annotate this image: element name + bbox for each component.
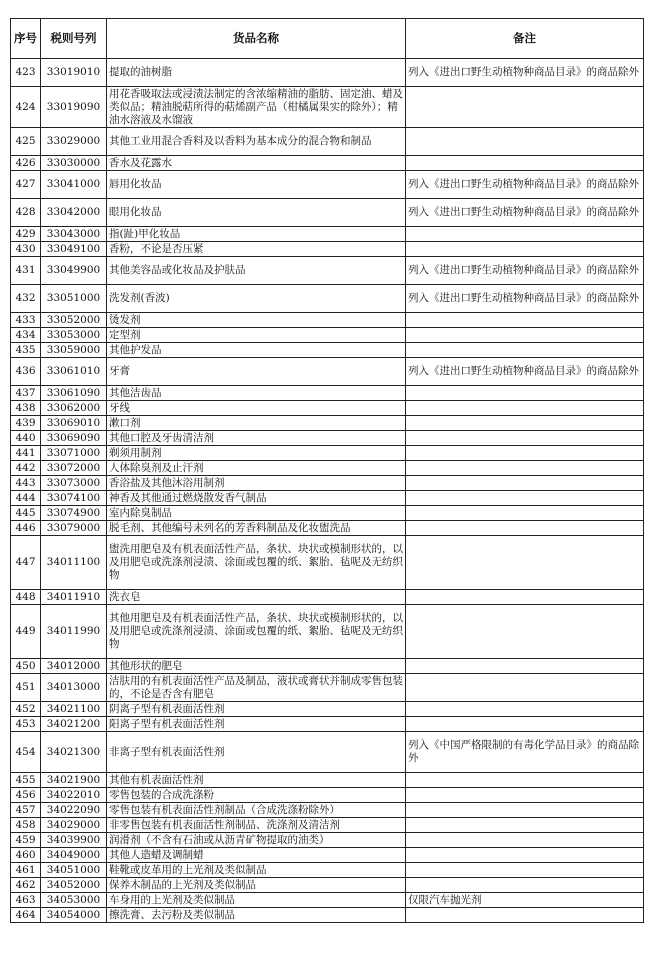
remarks-cell [406, 674, 644, 702]
goods-name-cell: 擦洗膏、去污粉及类似制品 [107, 908, 406, 923]
remarks-cell [406, 416, 644, 431]
tariff-code-cell: 33051000 [41, 285, 107, 313]
goods-name-cell: 其他用肥皂及有机表面活性产品，条状、块状或模制形状的，以及用肥皂或洗涤剂浸渍、涂面或包覆的纸、絮胎、毡呢及无纺织物 [107, 605, 406, 659]
serial-number-cell: 459 [11, 833, 41, 848]
table-row [11, 848, 644, 863]
goods-name-cell: 洗衣皂 [107, 590, 406, 605]
goods-name-cell: 牙膏 [107, 358, 406, 386]
tariff-code-cell: 33049900 [41, 257, 107, 285]
table-row [11, 358, 644, 386]
serial-number-cell: 451 [11, 674, 41, 702]
table-row [11, 491, 644, 506]
serial-number-cell: 457 [11, 803, 41, 818]
serial-number-cell: 445 [11, 506, 41, 521]
goods-name-cell: 其他口腔及牙齿清洁剂 [107, 431, 406, 446]
table-row [11, 674, 644, 702]
table-row [11, 506, 644, 521]
tariff-code-cell: 33049100 [41, 242, 107, 257]
table-row [11, 227, 644, 242]
serial-number-cell: 461 [11, 863, 41, 878]
serial-number-cell: 458 [11, 818, 41, 833]
goods-name-cell: 眼用化妆品 [107, 199, 406, 227]
table-header-row [11, 19, 644, 59]
tariff-code-cell: 34052000 [41, 878, 107, 893]
remarks-cell [406, 328, 644, 343]
goods-name-cell: 其他工业用混合香料及以香料为基本成分的混合物和制品 [107, 128, 406, 156]
remarks-cell: 列入《进出口野生动植物种商品目录》的商品除外 [406, 285, 644, 313]
goods-name-cell: 其他有机表面活性剂 [107, 773, 406, 788]
serial-number-cell: 450 [11, 659, 41, 674]
remarks-cell [406, 446, 644, 461]
tariff-code-cell: 33074900 [41, 506, 107, 521]
serial-number-cell: 447 [11, 536, 41, 590]
remarks-cell [406, 702, 644, 717]
table-row [11, 386, 644, 401]
serial-number-cell: 462 [11, 878, 41, 893]
goods-name-cell: 洗发剂(香波) [107, 285, 406, 313]
table-row [11, 416, 644, 431]
tariff-code-cell: 34021300 [41, 732, 107, 773]
goods-name-cell: 剃须用制剂 [107, 446, 406, 461]
tariff-code-cell: 33042000 [41, 199, 107, 227]
header-tariff-code: 税则号列 [41, 19, 107, 59]
goods-name-cell: 鞋靴或皮革用的上光剂及类似制品 [107, 863, 406, 878]
table-row [11, 818, 644, 833]
serial-number-cell: 427 [11, 171, 41, 199]
remarks-cell [406, 833, 644, 848]
remarks-cell [406, 605, 644, 659]
tariff-code-cell: 33061010 [41, 358, 107, 386]
serial-number-cell: 442 [11, 461, 41, 476]
serial-number-cell: 444 [11, 491, 41, 506]
serial-number-cell: 455 [11, 773, 41, 788]
remarks-cell: 列入《进出口野生动植物种商品目录》的商品除外 [406, 59, 644, 87]
table-row [11, 788, 644, 803]
goods-name-cell: 室内除臭制品 [107, 506, 406, 521]
regulation-table-page [10, 18, 643, 923]
goods-name-cell: 唇用化妆品 [107, 171, 406, 199]
goods-name-cell: 人体除臭剂及止汗剂 [107, 461, 406, 476]
remarks-cell: 列入《进出口野生动植物种商品目录》的商品除外 [406, 358, 644, 386]
table-row [11, 908, 644, 923]
table-row [11, 878, 644, 893]
serial-number-cell: 436 [11, 358, 41, 386]
tariff-code-cell: 34012000 [41, 659, 107, 674]
table-row [11, 328, 644, 343]
serial-number-cell: 460 [11, 848, 41, 863]
tariff-code-cell: 34049000 [41, 848, 107, 863]
serial-number-cell: 441 [11, 446, 41, 461]
remarks-cell [406, 818, 644, 833]
table-row [11, 59, 644, 87]
table-row [11, 732, 644, 773]
table-row [11, 476, 644, 491]
table-row [11, 285, 644, 313]
remarks-cell [406, 431, 644, 446]
tariff-code-cell: 33041000 [41, 171, 107, 199]
goods-name-cell: 其他人造蜡及调制蜡 [107, 848, 406, 863]
remarks-cell [406, 659, 644, 674]
tariff-code-cell: 34021100 [41, 702, 107, 717]
goods-name-cell: 指(趾)甲化妆品 [107, 227, 406, 242]
serial-number-cell: 437 [11, 386, 41, 401]
serial-number-cell: 424 [11, 87, 41, 128]
table-row [11, 446, 644, 461]
tariff-code-cell: 33053000 [41, 328, 107, 343]
serial-number-cell: 448 [11, 590, 41, 605]
goods-name-cell: 保养木制品的上光剂及类似制品 [107, 878, 406, 893]
tariff-code-cell: 34021200 [41, 717, 107, 732]
table-row [11, 803, 644, 818]
serial-number-cell: 432 [11, 285, 41, 313]
table-row [11, 87, 644, 128]
table-row [11, 128, 644, 156]
goods-name-cell: 定型剂 [107, 328, 406, 343]
serial-number-cell: 439 [11, 416, 41, 431]
remarks-cell: 仅限汽车抛光剂 [406, 893, 644, 908]
tariff-code-cell: 33019090 [41, 87, 107, 128]
tariff-code-cell: 34013000 [41, 674, 107, 702]
goods-name-cell: 烫发剂 [107, 313, 406, 328]
goods-name-cell: 香浴盐及其他沐浴用制剂 [107, 476, 406, 491]
serial-number-cell: 464 [11, 908, 41, 923]
remarks-cell [406, 87, 644, 128]
remarks-cell [406, 313, 644, 328]
remarks-cell: 列入《进出口野生动植物种商品目录》的商品除外 [406, 257, 644, 285]
tariff-code-cell: 34029000 [41, 818, 107, 833]
goods-name-cell: 洁肤用的有机表面活性产品及制品，液状或膏状并制成零售包装的，不论是否含有肥皂 [107, 674, 406, 702]
remarks-cell [406, 461, 644, 476]
serial-number-cell: 453 [11, 717, 41, 732]
table-row [11, 893, 644, 908]
goods-name-cell: 阳离子型有机表面活性剂 [107, 717, 406, 732]
goods-name-cell: 其他美容品或化妆品及护肤品 [107, 257, 406, 285]
table-row [11, 659, 644, 674]
serial-number-cell: 443 [11, 476, 41, 491]
goods-table [10, 18, 644, 923]
goods-name-cell: 润滑剂（不含有石油或从沥青矿物提取的油类） [107, 833, 406, 848]
table-row [11, 431, 644, 446]
serial-number-cell: 433 [11, 313, 41, 328]
tariff-code-cell: 33019010 [41, 59, 107, 87]
serial-number-cell: 423 [11, 59, 41, 87]
tariff-code-cell: 33030000 [41, 156, 107, 171]
serial-number-cell: 425 [11, 128, 41, 156]
remarks-cell [406, 717, 644, 732]
tariff-code-cell: 34022010 [41, 788, 107, 803]
serial-number-cell: 463 [11, 893, 41, 908]
goods-name-cell: 脱毛剂、其他编号未列名的芳香料制品及化妆盥洗品 [107, 521, 406, 536]
tariff-code-cell: 34011910 [41, 590, 107, 605]
tariff-code-cell: 34022090 [41, 803, 107, 818]
table-row [11, 257, 644, 285]
goods-name-cell: 盥洗用肥皂及有机表面活性产品，条状、块状或模制形状的，以及用肥皂或洗涤剂浸渍、涂面或包覆的纸、絮胎、毡呢及无纺织物 [107, 536, 406, 590]
remarks-cell [406, 590, 644, 605]
serial-number-cell: 452 [11, 702, 41, 717]
remarks-cell [406, 401, 644, 416]
serial-number-cell: 430 [11, 242, 41, 257]
header-remarks: 备注 [406, 19, 644, 59]
table-row [11, 590, 644, 605]
tariff-code-cell: 33059000 [41, 343, 107, 358]
goods-name-cell: 其他形状的肥皂 [107, 659, 406, 674]
goods-name-cell: 神香及其他通过燃烧散发香气制品 [107, 491, 406, 506]
remarks-cell [406, 476, 644, 491]
header-goods-name: 货品名称 [107, 19, 406, 59]
table-row [11, 156, 644, 171]
table-row [11, 171, 644, 199]
tariff-code-cell: 33043000 [41, 227, 107, 242]
table-row [11, 521, 644, 536]
goods-name-cell: 其他洁齿品 [107, 386, 406, 401]
goods-name-cell: 阴离子型有机表面活性剂 [107, 702, 406, 717]
tariff-code-cell: 33061090 [41, 386, 107, 401]
remarks-cell: 列入《进出口野生动植物种商品目录》的商品除外 [406, 171, 644, 199]
remarks-cell [406, 242, 644, 257]
goods-name-cell: 香粉，不论是否压紧 [107, 242, 406, 257]
tariff-code-cell: 34021900 [41, 773, 107, 788]
serial-number-cell: 431 [11, 257, 41, 285]
table-row [11, 833, 644, 848]
remarks-cell [406, 128, 644, 156]
remarks-cell [406, 343, 644, 358]
goods-name-cell: 非零售包装有机表面活性剂制品、洗涤剂及清洁剂 [107, 818, 406, 833]
remarks-cell [406, 788, 644, 803]
tariff-code-cell: 33062000 [41, 401, 107, 416]
header-serial-number: 序号 [11, 19, 41, 59]
remarks-cell [406, 536, 644, 590]
serial-number-cell: 456 [11, 788, 41, 803]
table-row [11, 773, 644, 788]
tariff-code-cell: 33074100 [41, 491, 107, 506]
tariff-code-cell: 33029000 [41, 128, 107, 156]
table-row [11, 343, 644, 358]
table-row [11, 401, 644, 416]
remarks-cell [406, 227, 644, 242]
remarks-cell [406, 521, 644, 536]
serial-number-cell: 435 [11, 343, 41, 358]
tariff-code-cell: 33069010 [41, 416, 107, 431]
remarks-cell [406, 908, 644, 923]
goods-name-cell: 其他护发品 [107, 343, 406, 358]
tariff-code-cell: 33073000 [41, 476, 107, 491]
tariff-code-cell: 33071000 [41, 446, 107, 461]
serial-number-cell: 438 [11, 401, 41, 416]
tariff-code-cell: 34054000 [41, 908, 107, 923]
table-row [11, 199, 644, 227]
remarks-cell [406, 506, 644, 521]
table-body [11, 59, 644, 923]
tariff-code-cell: 34011100 [41, 536, 107, 590]
tariff-code-cell: 34039900 [41, 833, 107, 848]
serial-number-cell: 428 [11, 199, 41, 227]
goods-name-cell: 牙线 [107, 401, 406, 416]
serial-number-cell: 426 [11, 156, 41, 171]
goods-name-cell: 车身用的上光剂及类似制品 [107, 893, 406, 908]
tariff-code-cell: 34051000 [41, 863, 107, 878]
serial-number-cell: 434 [11, 328, 41, 343]
remarks-cell [406, 863, 644, 878]
remarks-cell [406, 773, 644, 788]
remarks-cell [406, 386, 644, 401]
remarks-cell: 列入《进出口野生动植物种商品目录》的商品除外 [406, 199, 644, 227]
serial-number-cell: 446 [11, 521, 41, 536]
tariff-code-cell: 34053000 [41, 893, 107, 908]
tariff-code-cell: 33069090 [41, 431, 107, 446]
remarks-cell [406, 878, 644, 893]
goods-name-cell: 用花香吸取法或浸渍法制定的含浓缩精油的脂肪、固定油、蜡及类似品；精油脱萜所得的萜烯副产品（柑橘属果实的除外）；精油水溶液及水馏液 [107, 87, 406, 128]
tariff-code-cell: 33052000 [41, 313, 107, 328]
remarks-cell [406, 491, 644, 506]
table-row [11, 605, 644, 659]
table-row [11, 717, 644, 732]
table-row [11, 863, 644, 878]
table-row [11, 313, 644, 328]
goods-name-cell: 零售包装有机表面活性剂制品（合成洗涤粉除外） [107, 803, 406, 818]
tariff-code-cell: 34011990 [41, 605, 107, 659]
serial-number-cell: 429 [11, 227, 41, 242]
table-row [11, 702, 644, 717]
goods-name-cell: 零售包装的合成洗涤粉 [107, 788, 406, 803]
serial-number-cell: 449 [11, 605, 41, 659]
goods-name-cell: 漱口剂 [107, 416, 406, 431]
remarks-cell [406, 803, 644, 818]
goods-name-cell: 提取的油树脂 [107, 59, 406, 87]
goods-name-cell: 非离子型有机表面活性剂 [107, 732, 406, 773]
tariff-code-cell: 33079000 [41, 521, 107, 536]
table-row [11, 242, 644, 257]
serial-number-cell: 440 [11, 431, 41, 446]
remarks-cell: 列入《中国严格限制的有毒化学品目录》的商品除外 [406, 732, 644, 773]
table-row [11, 536, 644, 590]
goods-name-cell: 香水及花露水 [107, 156, 406, 171]
serial-number-cell: 454 [11, 732, 41, 773]
remarks-cell [406, 848, 644, 863]
tariff-code-cell: 33072000 [41, 461, 107, 476]
table-row [11, 461, 644, 476]
remarks-cell [406, 156, 644, 171]
